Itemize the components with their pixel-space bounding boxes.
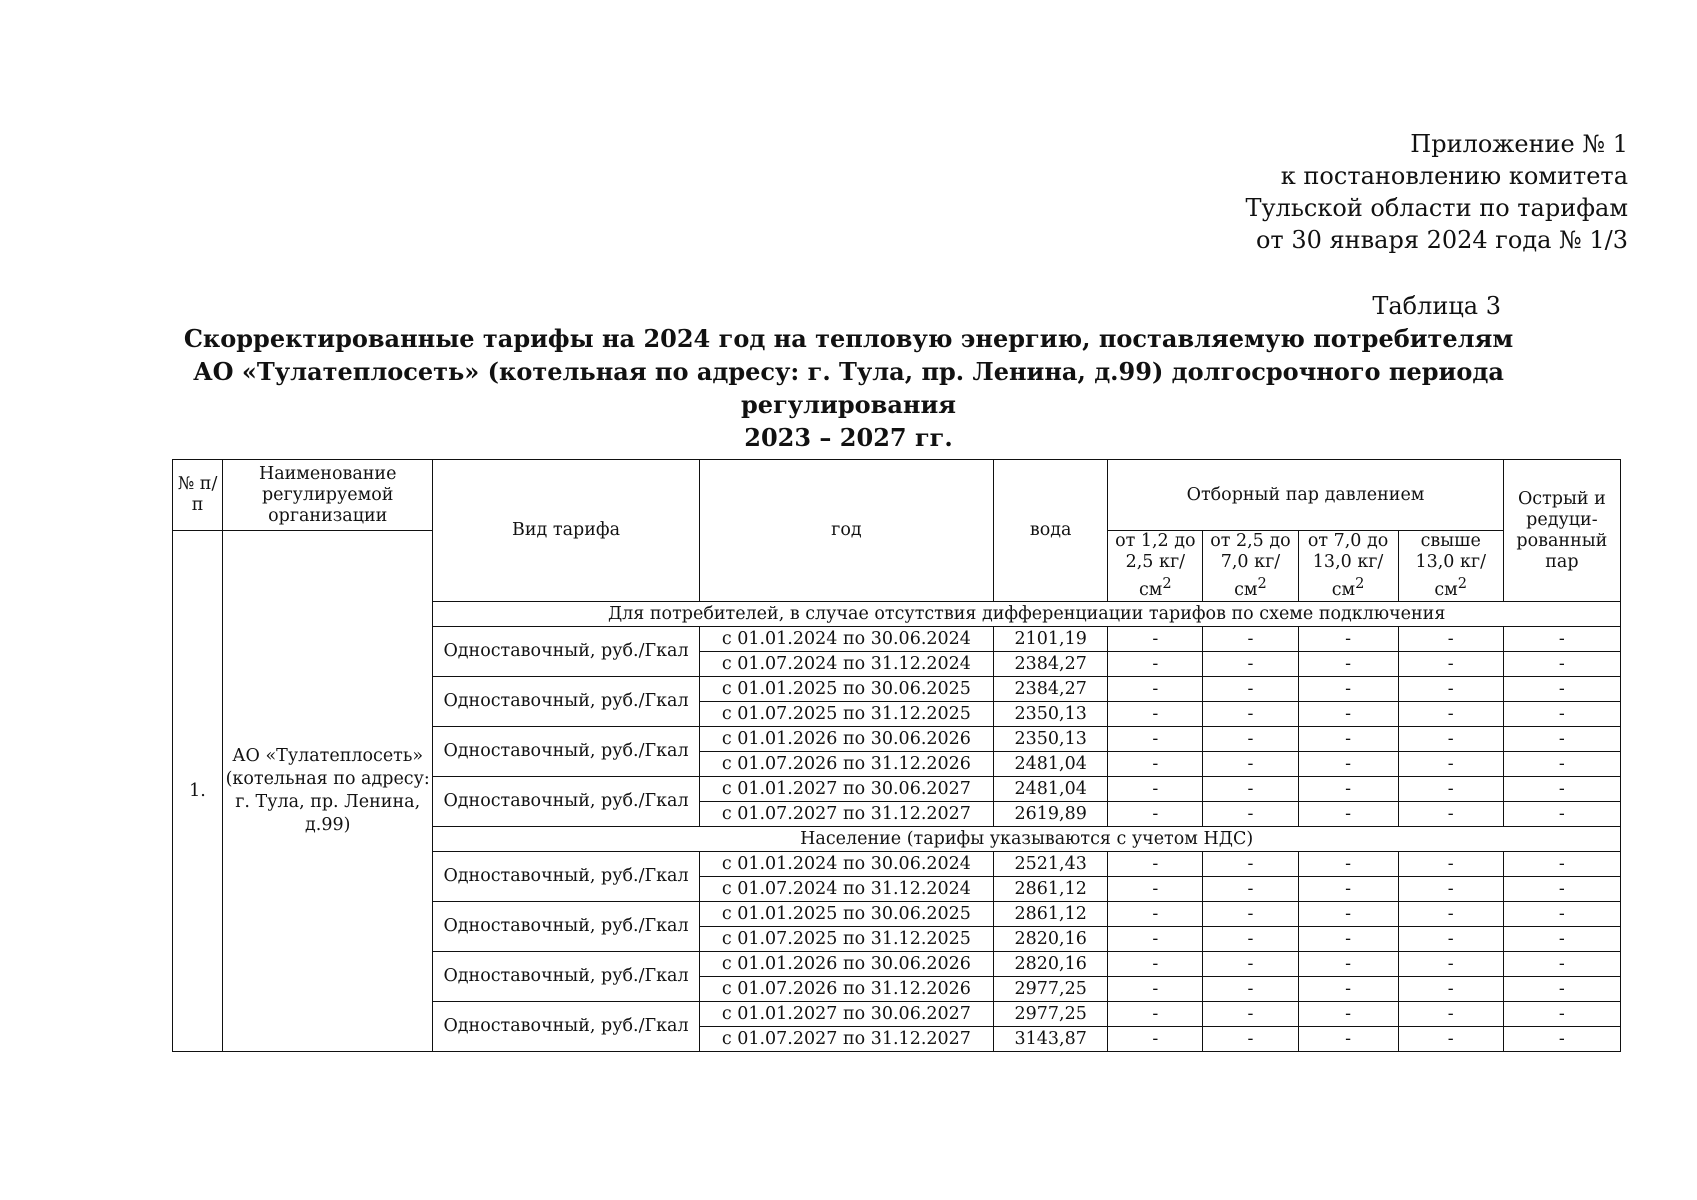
pressure-label: свыше 13,0 кг/см	[1415, 531, 1486, 600]
dash-cell: -	[1298, 702, 1398, 727]
dash-cell: -	[1203, 727, 1298, 752]
water-value-cell: 2384,27	[994, 677, 1108, 702]
appendix-line: от 30 января 2024 года № 1/3	[1255, 226, 1628, 254]
title-line: Скорректированные тарифы на 2024 год на тепловую энергию, поставляемую потребителям	[183, 324, 1514, 353]
appendix-line: к постановлению комитета	[1280, 162, 1628, 190]
tariffs-table	[172, 459, 1621, 1052]
header-year: год	[699, 460, 993, 602]
dash-cell: -	[1398, 727, 1503, 752]
dash-cell: -	[1108, 952, 1203, 977]
dash-cell: -	[1203, 952, 1298, 977]
dash-cell: -	[1398, 702, 1503, 727]
dash-cell: -	[1203, 1027, 1298, 1052]
period-cell: с 01.07.2025 по 31.12.2025	[699, 927, 993, 952]
dash-cell: -	[1398, 1027, 1503, 1052]
dash-cell: -	[1298, 952, 1398, 977]
dash-cell: -	[1203, 752, 1298, 777]
dash-cell: -	[1298, 677, 1398, 702]
dash-cell: -	[1503, 652, 1620, 677]
dash-cell: -	[1503, 877, 1620, 902]
period-cell: с 01.01.2025 по 30.06.2025	[699, 902, 993, 927]
dash-cell: -	[1298, 977, 1398, 1002]
dash-cell: -	[1503, 627, 1620, 652]
dash-cell: -	[1503, 902, 1620, 927]
water-value-cell: 2977,25	[994, 1002, 1108, 1027]
header-steam: Отборный пар давлением	[1108, 460, 1504, 531]
tariff-type-cell: Одноставочный, руб./Гкал	[433, 677, 699, 727]
water-value-cell: 2101,19	[994, 627, 1108, 652]
section-title: Для потребителей, в случае отсутствия дифференциации тарифов по схеме подключения	[433, 602, 1621, 627]
tariff-type-cell: Одноставочный, руб./Гкал	[433, 902, 699, 952]
dash-cell: -	[1298, 802, 1398, 827]
dash-cell: -	[1398, 627, 1503, 652]
dash-cell: -	[1203, 777, 1298, 802]
pressure-label: от 2,5 до 7,0 кг/см	[1210, 531, 1291, 600]
dash-cell: -	[1108, 902, 1203, 927]
dash-cell: -	[1398, 652, 1503, 677]
water-value-cell: 2820,16	[994, 952, 1108, 977]
superscript: 2	[1162, 575, 1172, 593]
dash-cell: -	[1503, 802, 1620, 827]
dash-cell: -	[1298, 1002, 1398, 1027]
dash-cell: -	[1298, 902, 1398, 927]
appendix-line: Тульской области по тарифам	[1245, 194, 1628, 222]
tariff-type-cell: Одноставочный, руб./Гкал	[433, 952, 699, 1002]
dash-cell: -	[1503, 952, 1620, 977]
period-cell: с 01.01.2026 по 30.06.2026	[699, 952, 993, 977]
dash-cell: -	[1108, 1002, 1203, 1027]
water-value-cell: 2619,89	[994, 802, 1108, 827]
dash-cell: -	[1203, 927, 1298, 952]
tariff-type-cell: Одноставочный, руб./Гкал	[433, 727, 699, 777]
document-title	[150, 322, 1547, 454]
period-cell: с 01.01.2027 по 30.06.2027	[699, 1002, 993, 1027]
dash-cell: -	[1398, 927, 1503, 952]
dash-cell: -	[1398, 752, 1503, 777]
tariff-type-cell: Одноставочный, руб./Гкал	[433, 777, 699, 827]
dash-cell: -	[1503, 702, 1620, 727]
header-pressure-1	[1108, 531, 1203, 602]
water-value-cell: 2481,04	[994, 752, 1108, 777]
period-cell: с 01.07.2024 по 31.12.2024	[699, 652, 993, 677]
header-pressure-4	[1398, 531, 1503, 602]
dash-cell: -	[1298, 1027, 1398, 1052]
dash-cell: -	[1203, 902, 1298, 927]
dash-cell: -	[1108, 777, 1203, 802]
row-number: 1.	[173, 531, 223, 1052]
dash-cell: -	[1298, 877, 1398, 902]
dash-cell: -	[1108, 852, 1203, 877]
superscript: 2	[1257, 575, 1267, 593]
period-cell: с 01.01.2027 по 30.06.2027	[699, 777, 993, 802]
dash-cell: -	[1108, 877, 1203, 902]
dash-cell: -	[1108, 927, 1203, 952]
water-value-cell: 2384,27	[994, 652, 1108, 677]
header-org: Наименование регулируемой организации	[223, 460, 433, 531]
dash-cell: -	[1398, 777, 1503, 802]
period-cell: с 01.07.2027 по 31.12.2027	[699, 802, 993, 827]
header-pressure-3	[1298, 531, 1398, 602]
dash-cell: -	[1398, 852, 1503, 877]
organization-name: АО «Тулатеплосеть» (котельная по адресу: г. Тула, пр. Ленина, д.99)	[223, 531, 433, 1052]
dash-cell: -	[1108, 627, 1203, 652]
dash-cell: -	[1203, 677, 1298, 702]
water-value-cell: 2350,13	[994, 702, 1108, 727]
water-value-cell: 2350,13	[994, 727, 1108, 752]
section-title: Население (тарифы указываются с учетом НДС)	[433, 827, 1621, 852]
dash-cell: -	[1298, 627, 1398, 652]
dash-cell: -	[1398, 677, 1503, 702]
dash-cell: -	[1203, 877, 1298, 902]
dash-cell: -	[1503, 852, 1620, 877]
dash-cell: -	[1203, 652, 1298, 677]
tariff-type-cell: Одноставочный, руб./Гкал	[433, 627, 699, 677]
period-cell: с 01.07.2027 по 31.12.2027	[699, 1027, 993, 1052]
dash-cell: -	[1108, 977, 1203, 1002]
dash-cell: -	[1298, 777, 1398, 802]
water-value-cell: 2481,04	[994, 777, 1108, 802]
dash-cell: -	[1108, 727, 1203, 752]
dash-cell: -	[1503, 1027, 1620, 1052]
dash-cell: -	[1203, 802, 1298, 827]
dash-cell: -	[1108, 702, 1203, 727]
header-sharp-steam: Острый и редуци-рованный пар	[1503, 460, 1620, 602]
dash-cell: -	[1398, 902, 1503, 927]
dash-cell: -	[1503, 727, 1620, 752]
water-value-cell: 2861,12	[994, 902, 1108, 927]
table-label: Таблица 3	[1372, 292, 1501, 320]
period-cell: с 01.01.2025 по 30.06.2025	[699, 677, 993, 702]
header-num: № п/п	[173, 460, 223, 531]
dash-cell: -	[1203, 627, 1298, 652]
tariff-type-cell: Одноставочный, руб./Гкал	[433, 1002, 699, 1052]
title-line: 2023 – 2027 гг.	[744, 423, 953, 452]
appendix-block	[1245, 128, 1628, 256]
period-cell: с 01.07.2025 по 31.12.2025	[699, 702, 993, 727]
period-cell: с 01.01.2024 по 30.06.2024	[699, 627, 993, 652]
water-value-cell: 2521,43	[994, 852, 1108, 877]
water-value-cell: 2820,16	[994, 927, 1108, 952]
period-cell: с 01.07.2024 по 31.12.2024	[699, 877, 993, 902]
period-cell: с 01.01.2024 по 30.06.2024	[699, 852, 993, 877]
dash-cell: -	[1108, 802, 1203, 827]
dash-cell: -	[1298, 727, 1398, 752]
dash-cell: -	[1398, 952, 1503, 977]
dash-cell: -	[1203, 977, 1298, 1002]
period-cell: с 01.07.2026 по 31.12.2026	[699, 752, 993, 777]
dash-cell: -	[1298, 852, 1398, 877]
dash-cell: -	[1298, 652, 1398, 677]
appendix-line: Приложение № 1	[1410, 130, 1628, 158]
tariff-type-cell: Одноставочный, руб./Гкал	[433, 852, 699, 902]
dash-cell: -	[1108, 677, 1203, 702]
dash-cell: -	[1108, 752, 1203, 777]
water-value-cell: 2861,12	[994, 877, 1108, 902]
header-pressure-2	[1203, 531, 1298, 602]
title-line: АО «Тулатеплосеть» (котельная по адресу: г. Тула, пр. Ленина, д.99) долгосрочного периода регулирования	[193, 357, 1504, 419]
header-tariff-type: Вид тарифа	[433, 460, 699, 602]
dash-cell: -	[1398, 977, 1503, 1002]
dash-cell: -	[1503, 677, 1620, 702]
dash-cell: -	[1203, 852, 1298, 877]
water-value-cell: 2977,25	[994, 977, 1108, 1002]
dash-cell: -	[1503, 977, 1620, 1002]
dash-cell: -	[1203, 1002, 1298, 1027]
period-cell: с 01.07.2026 по 31.12.2026	[699, 977, 993, 1002]
dash-cell: -	[1503, 752, 1620, 777]
dash-cell: -	[1298, 927, 1398, 952]
dash-cell: -	[1203, 702, 1298, 727]
superscript: 2	[1457, 575, 1468, 593]
dash-cell: -	[1398, 802, 1503, 827]
superscript: 2	[1355, 575, 1365, 593]
pressure-label: от 1,2 до 2,5 кг/см	[1115, 531, 1196, 600]
dash-cell: -	[1398, 1002, 1503, 1027]
dash-cell: -	[1398, 877, 1503, 902]
dash-cell: -	[1503, 1002, 1620, 1027]
water-value-cell: 3143,87	[994, 1027, 1108, 1052]
dash-cell: -	[1108, 652, 1203, 677]
pressure-label: от 7,0 до 13,0 кг/см	[1307, 531, 1389, 600]
period-cell: с 01.01.2026 по 30.06.2026	[699, 727, 993, 752]
dash-cell: -	[1108, 1027, 1203, 1052]
header-water: вода	[994, 460, 1108, 602]
dash-cell: -	[1298, 752, 1398, 777]
dash-cell: -	[1503, 927, 1620, 952]
dash-cell: -	[1503, 777, 1620, 802]
